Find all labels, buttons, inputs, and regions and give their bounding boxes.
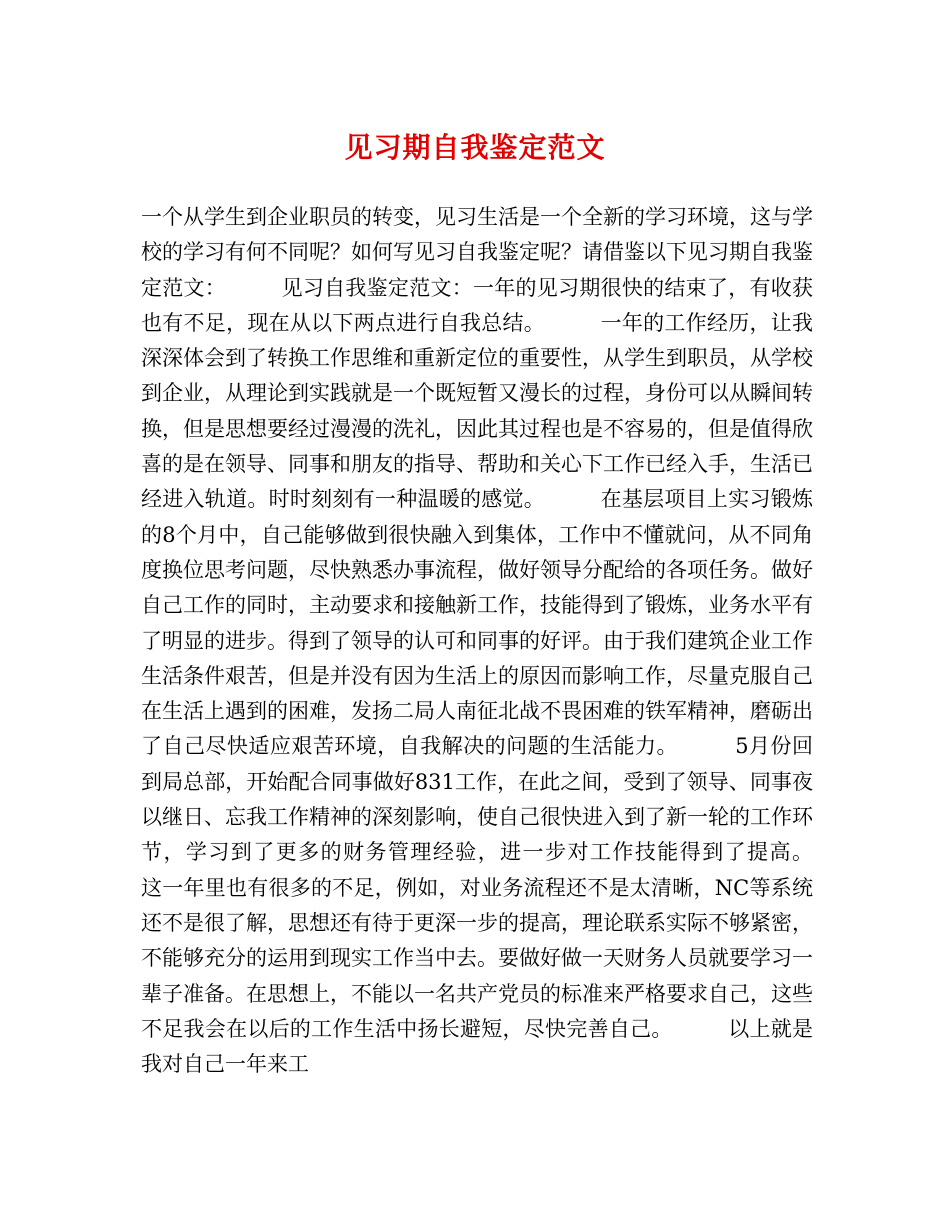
document-body-text: 一个从学生到企业职员的转变，见习生活是一个全新的学习环境，这与学校的学习有何不同呢？如何写见习自我鉴定呢？请借鉴以下见习期自我鉴定范文： 见习自我鉴定范文：一年的见习期很快的结束了，有收获也有不足，现在从以下两点进行自我总结。 一年的工作经历，让我深深体会到了转换工作思维和重新定位的重要性，从学生到职员，从学校到企业，从理论到实践就是一个既短暂又漫长的过程，身份可以从瞬间转换，但是思想要经过漫漫的洗礼，因此其过程也是不容易的，但是值得欣喜的是在领导、同事和朋友的指导、帮助和关心下工作已经入手，生活已经进入轨道。时时刻刻有一种温暖的感觉。 在基层项目上实习锻炼的8个月中，自己能够做到很快融入到集体，工作中不懂就问，从不同角度换位思考问题，尽快熟悉办事流程，做好领导分配给的各项任务。做好自己工作的同时，主动要求和接触新工作，技能得到了锻炼，业务水平有了明显的进步。得到了领导的认可和同事的好评。由于我们建筑企业工作生活条件艰苦，但是并没有因为生活上的原因而影响工作，尽量克服自己在生活上遇到的困难，发扬二局人南征北战不畏困难的铁军精神，磨砺出了自己尽快适应艰苦环境，自我解决的问题的生活能力。 5月份回到局总部，开始配合同事做好831工作，在此之间，受到了领导、同事夜以继日、忘我工作精神的深刻影响，使自己很快进入到了新一轮的工作环节，学习到了更多的财务管理经验，进一步对工作技能得到了提高。 这一年里也有很多的不足，例如，对业务流程还不是太清晰，NC等系统还不是很了解，思想还有待于更深一步的提高，理论联系实际不够紧密，不能够充分的运用到现实工作当中去。要做好做一天财务人员就要学习一辈子准备。在思想上，不能以一名共产党员的标准来严格要求自己，这些不足我会在以后的工作生活中扬长避短，尽快完善自己。 以上就是我对自己一年来工	[141, 205, 867, 1077]
document-title: 见习期自我鉴定范文	[344, 131, 606, 164]
